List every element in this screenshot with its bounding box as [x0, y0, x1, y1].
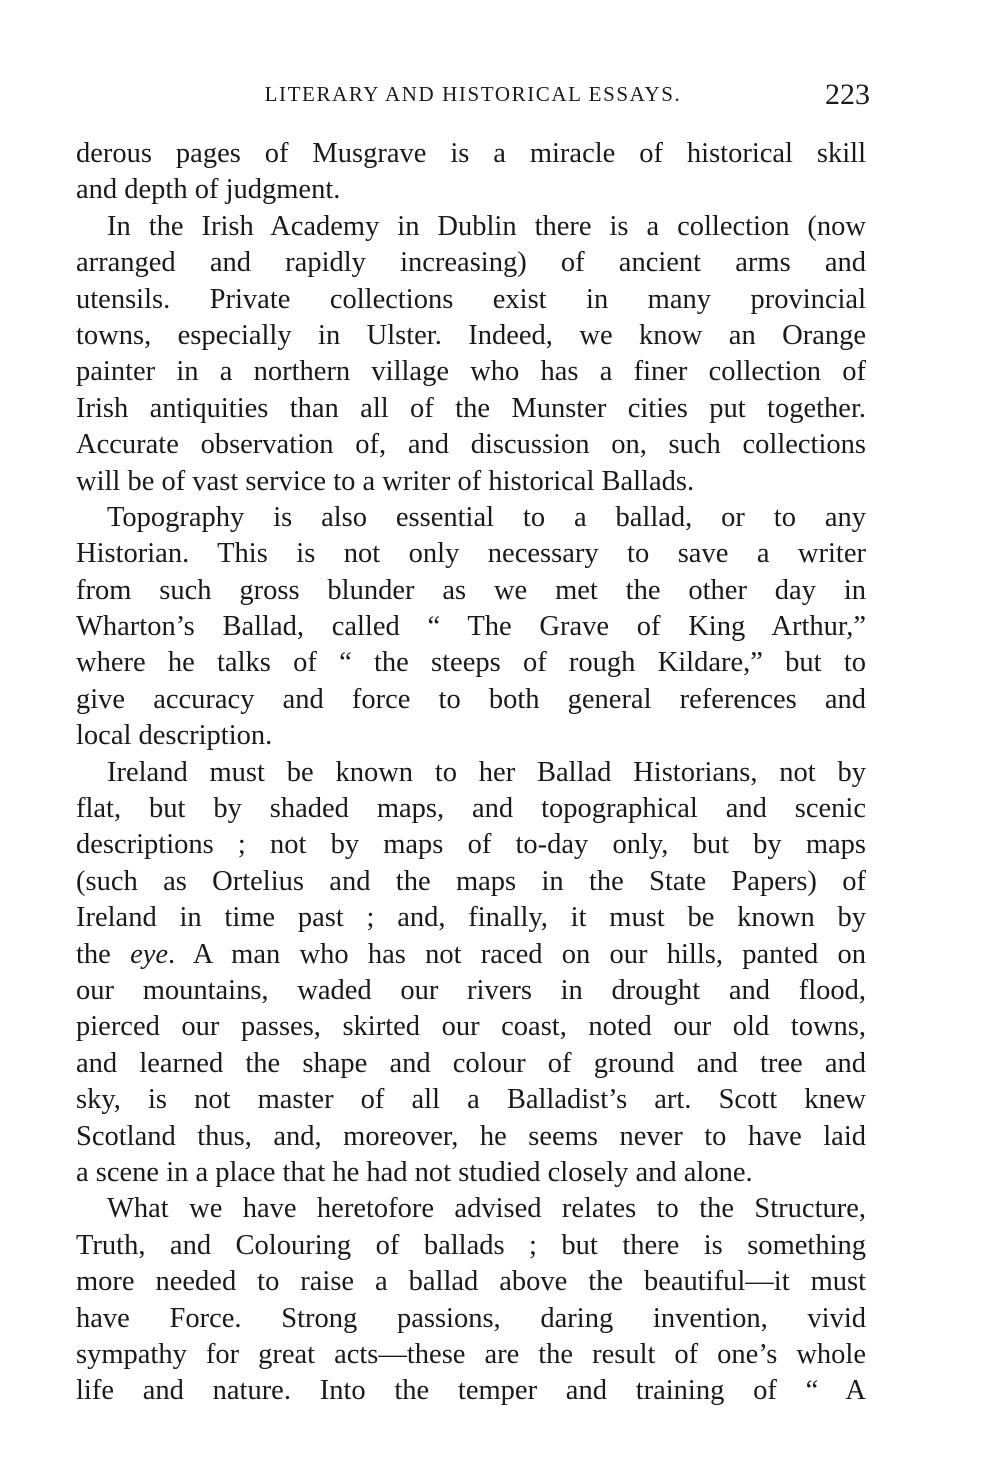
line-part: . A man who has not raced on our hills, panted on	[168, 938, 866, 970]
paragraph	[76, 136, 866, 209]
page-number: 223	[825, 78, 870, 111]
text-line	[76, 937, 866, 973]
italic-word: eye	[130, 938, 169, 970]
paragraph	[76, 500, 866, 755]
paragraph	[76, 1191, 866, 1409]
text-line: (such as Ortelius and the maps in the State Papers) of	[76, 865, 866, 897]
text-line: life and nature. Into the temper and training of “ A	[76, 1375, 866, 1407]
text-line: flat, but by shaded maps, and topographical and scenic	[76, 793, 866, 825]
text-line: Truth, and Colouring of ballads ; but there is something	[76, 1229, 866, 1261]
text-line: sympathy for great acts—these are the result of one’s whole	[76, 1338, 866, 1370]
text-line: a scene in a place that he had not studied closely and alone.	[76, 1156, 753, 1188]
text-line: pierced our passes, skirted our coast, noted our old towns,	[76, 1011, 866, 1043]
text-line: Wharton’s Ballad, called “ The Grave of King Arthur,”	[76, 611, 866, 643]
text-line: more needed to raise a ballad above the beautiful—it must	[76, 1266, 866, 1298]
paragraph	[76, 755, 866, 1192]
text-line: utensils. Private collections exist in many provincial	[76, 283, 866, 315]
paragraph	[76, 209, 866, 500]
text-line: will be of vast service to a writer of historical Ballads.	[76, 465, 695, 497]
page-header	[76, 78, 870, 118]
text-line: and learned the shape and colour of ground and tree and	[76, 1047, 866, 1079]
text-line: Topography is also essential to a ballad, or to any	[107, 501, 866, 533]
text-line: Scotland thus, and, moreover, he seems never to have laid	[76, 1120, 866, 1152]
text-line: our mountains, waded our rivers in drought and flood,	[76, 974, 866, 1006]
text-line: descriptions ; not by maps of to-day only, but by maps	[76, 829, 866, 861]
text-line: derous pages of Musgrave is a miracle of historical skill	[76, 138, 866, 169]
text-line: have Force. Strong passions, daring invention, vivid	[76, 1302, 866, 1334]
text-line: towns, especially in Ulster. Indeed, we know an Orange	[76, 319, 866, 351]
text-line: Historian. This is not only necessary to save a writer	[76, 538, 866, 570]
text-line: Accurate observation of, and discussion on, such collections	[76, 429, 866, 461]
text-line: sky, is not master of all a Balladist’s art. Scott knew	[76, 1084, 866, 1116]
text-line: local description.	[76, 720, 273, 752]
running-title: LITERARY AND HISTORICAL ESSAYS.	[264, 82, 682, 106]
body-text	[76, 136, 866, 1410]
text-line: arranged and rapidly increasing) of ancient arms and	[76, 247, 866, 279]
text-line: What we have heretofore advised relates to the Structure,	[107, 1193, 866, 1225]
text-line: and depth of judgment.	[76, 174, 341, 206]
text-line: Ireland in time past ; and, finally, it must be known by	[76, 902, 866, 934]
text-line: In the Irish Academy in Dublin there is a collection (now	[107, 210, 866, 242]
text-line: where he talks of “ the steeps of rough Kildare,” but to	[76, 647, 866, 679]
line-part: the	[76, 938, 131, 970]
text-line: painter in a northern village who has a finer collection of	[76, 356, 866, 388]
text-line: give accuracy and force to both general references and	[76, 683, 866, 715]
text-line: Ireland must be known to her Ballad Historians, not by	[107, 756, 866, 788]
text-line: from such gross blunder as we met the other day in	[76, 574, 866, 606]
text-line: Irish antiquities than all of the Munster cities put together.	[76, 392, 866, 424]
